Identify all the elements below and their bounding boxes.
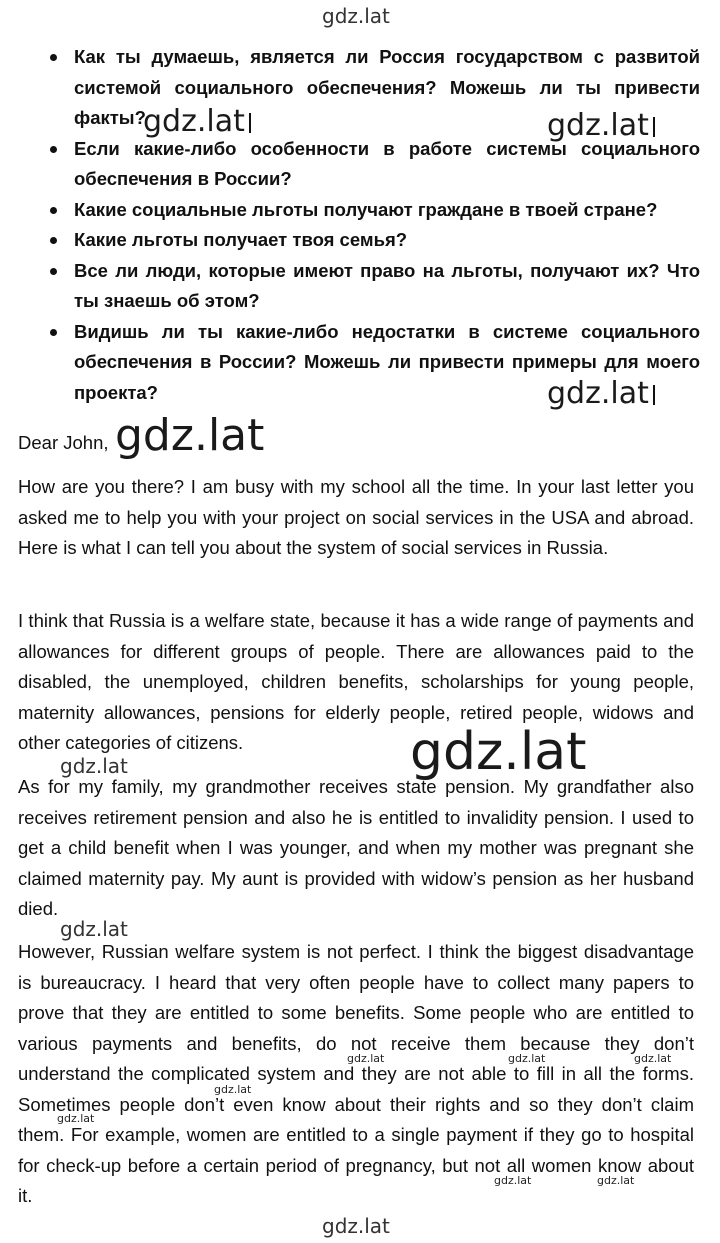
- watermark-top: gdz.lat: [322, 4, 390, 28]
- letter-paragraph: As for my family, my grandmother receives state pension. My grandfather also receives retirement pension and also he is entitled to invalidity pension. I used to get a child benefit when I was younger, and when my mother was pregnant she claimed maternity pay. My aunt is provided with widow’s pension as her husband died.: [18, 776, 694, 919]
- watermark: gdz.lat: [494, 1174, 532, 1187]
- watermark: gdz.lat: [508, 1052, 546, 1065]
- watermark-bottom: gdz.lat: [322, 1214, 390, 1238]
- watermark: gdz.lat: [597, 1174, 635, 1187]
- question-item: Все ли люди, которые имеют право на льготы, получают их? Что ты знаешь об этом?: [40, 256, 700, 317]
- letter-paragraph: How are you there? I am busy with my school all the time. In your last letter you asked me to help you with your project on social services in the USA and abroad. Here is what I can tell you about the system of social services in Russia.: [18, 476, 694, 558]
- question-item: Как ты думаешь, является ли Россия государством с развитой системой социального обеспечения? Можешь ли ты привести факты?: [40, 42, 700, 134]
- watermark: gdz.lat: [60, 754, 128, 778]
- letter-paragraph: I think that Russia is a welfare state, because it has a wide range of payments and allowances for different groups of people. There are allowances paid to the disabled, the unemployed, children benefits, scholarships for young people, maternity allowances, pensions for elderly people, retired people, widows and other categories of citizens.: [18, 610, 694, 753]
- watermark: gdz.lat: [115, 410, 265, 461]
- question-item: Какие социальные льготы получают граждане в твоей стране?: [40, 195, 700, 226]
- watermark: gdz.lat: [143, 104, 251, 139]
- watermark: gdz.lat: [410, 722, 587, 782]
- questions-list: [40, 42, 700, 408]
- watermark: gdz.lat: [214, 1083, 252, 1096]
- question-item: Какие льготы получает твоя семья?: [40, 225, 700, 256]
- watermark: gdz.lat: [547, 376, 655, 411]
- question-item: Если какие-либо особенности в работе системы социального обеспечения в России?: [40, 134, 700, 195]
- watermark: gdz.lat: [57, 1112, 95, 1125]
- watermark: gdz.lat: [634, 1052, 672, 1065]
- watermark: gdz.lat: [347, 1052, 385, 1065]
- letter-greeting: Dear John,: [18, 432, 109, 453]
- letter-paragraph: However, Russian welfare system is not perfect. I think the biggest disadvantage is bureaucracy. I heard that very often people have to collect many papers to prove that they are entitled to some benefits. Some people who are entitled to various payments and benefits, do not receive them because they don’t understand the complicated system and they are not able to fill in all the forms. Sometimes people don’t even know about their rights and so they don’t claim them. For example, women are entitled to a single payment if they go to hospital for check-up before a certain period of pregnancy, but not all women know about it.: [18, 941, 694, 1206]
- watermark: gdz.lat: [547, 108, 655, 143]
- question-item: Видишь ли ты какие-либо недостатки в системе социального обеспечения в России? Можешь ли привести примеры для моего проекта?: [40, 317, 700, 409]
- watermark: gdz.lat: [60, 917, 128, 941]
